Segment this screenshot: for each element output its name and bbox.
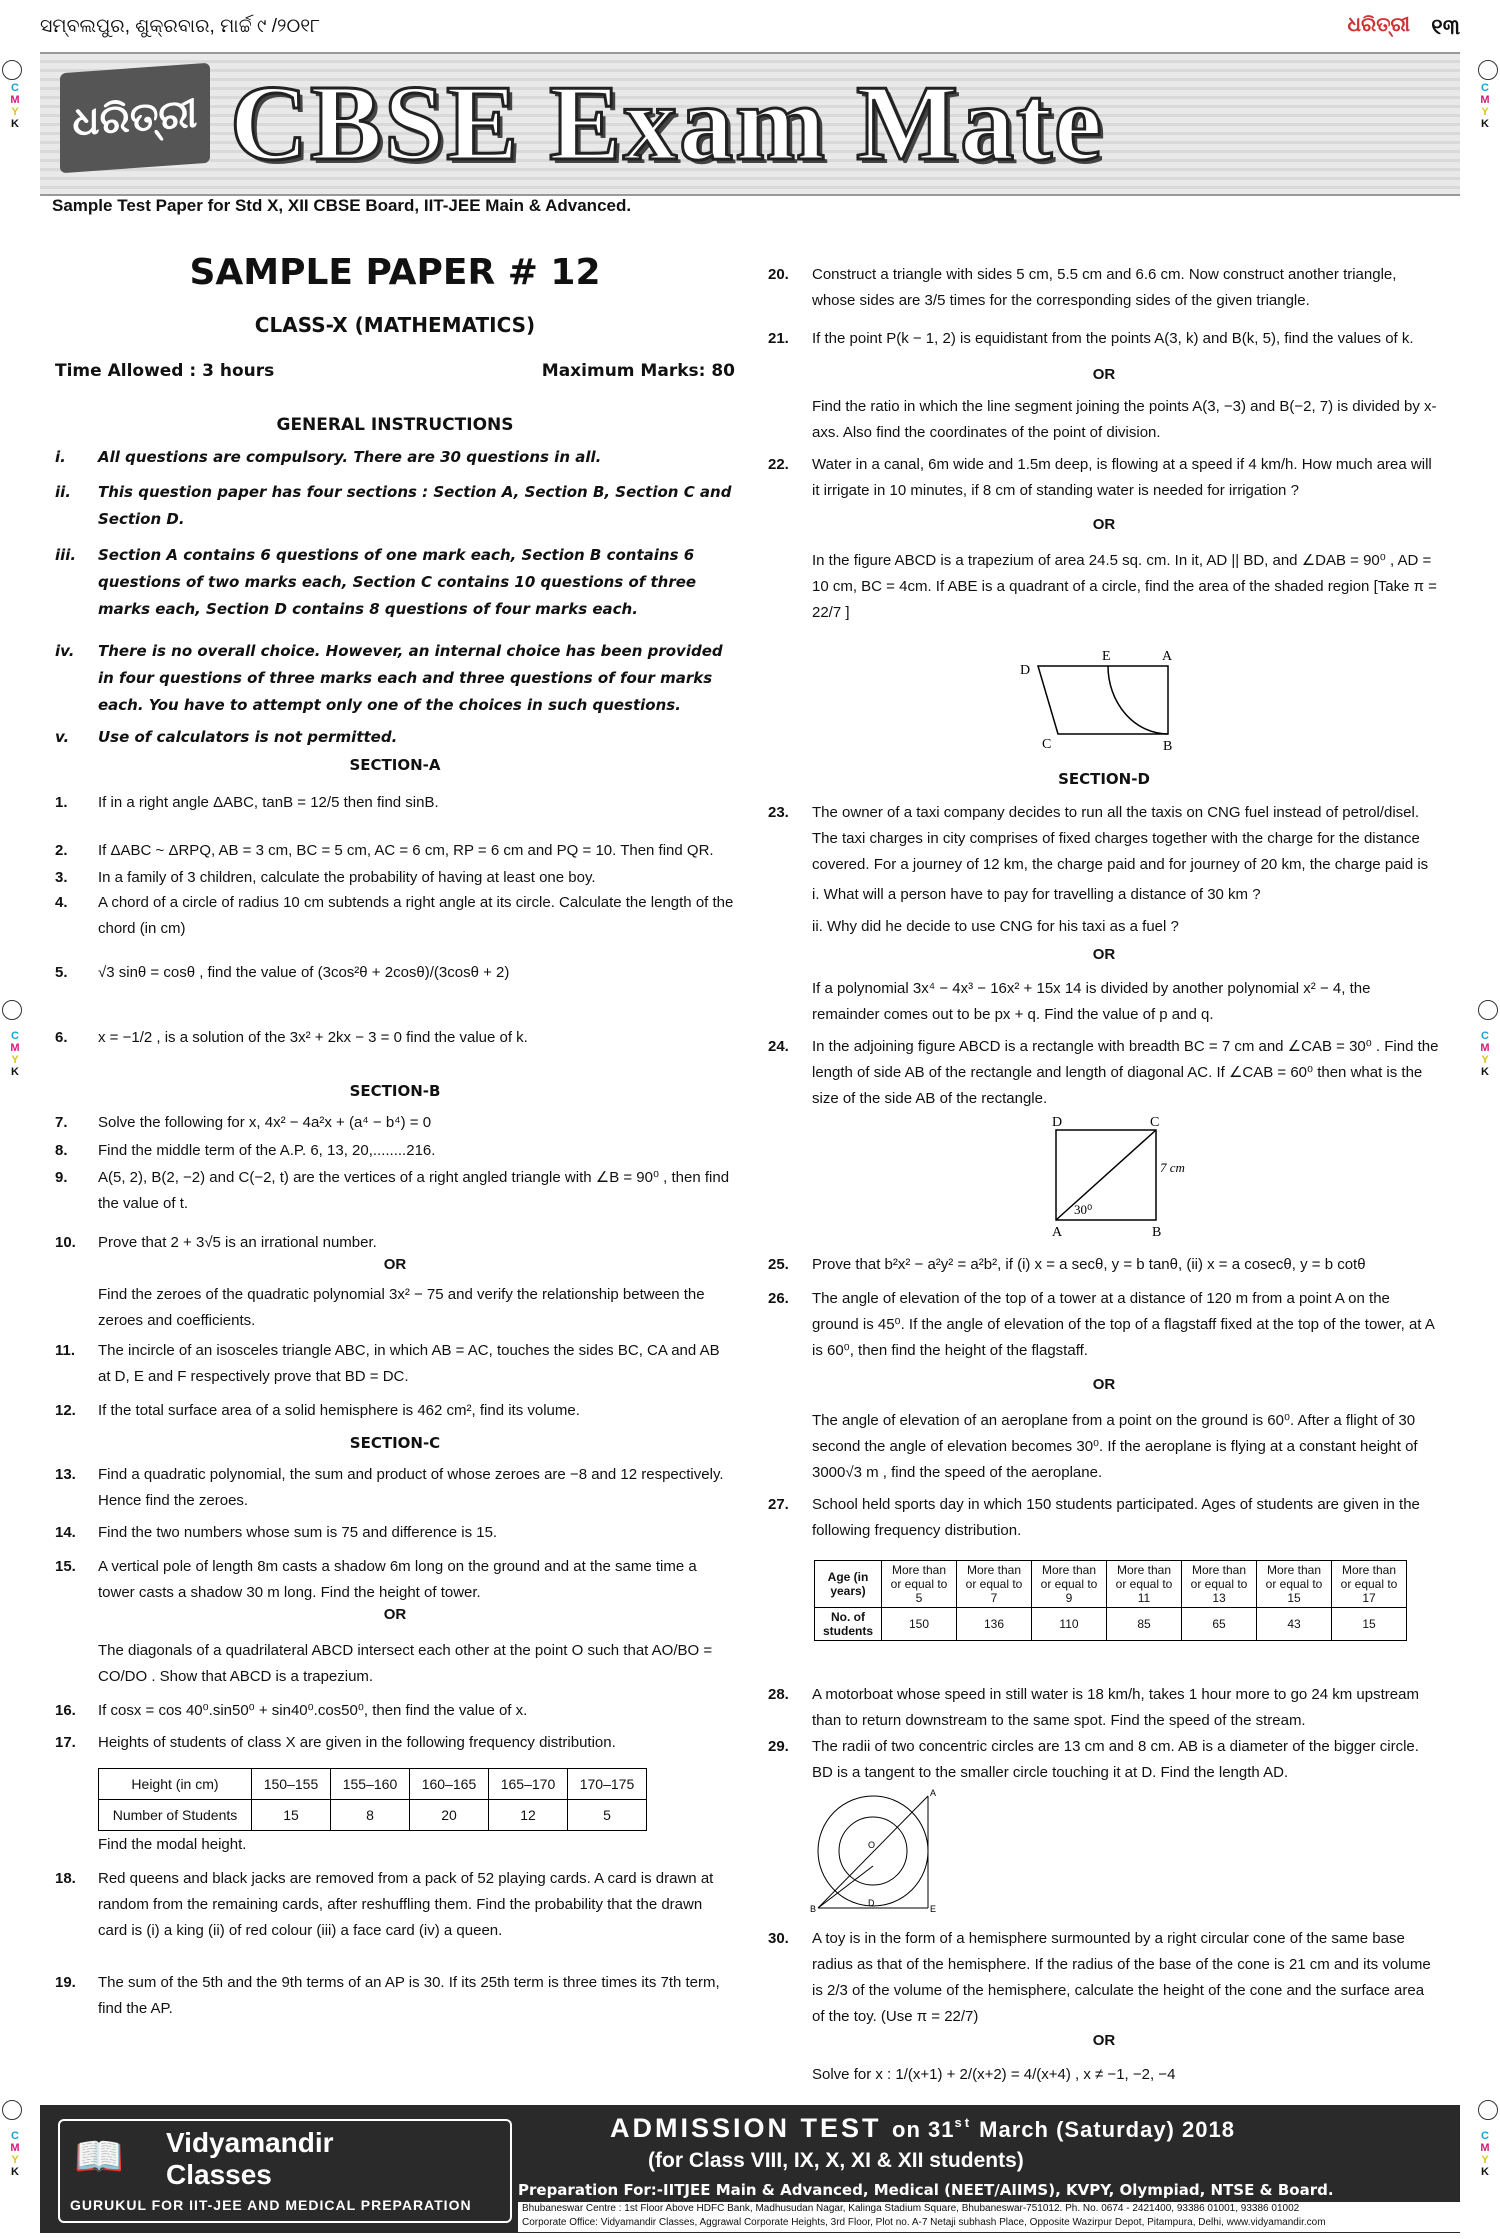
cmyk-bar: C M Y K [10, 2130, 20, 2178]
or-label: OR [383, 1606, 407, 1623]
or-label: OR [383, 1256, 407, 1273]
brand-sub: Classes [166, 2159, 272, 2190]
fig-label: B [1163, 739, 1173, 754]
vidyamandir-logo-box [58, 2119, 512, 2223]
or-label: OR [1092, 2032, 1116, 2049]
corporate-address: Corporate Office: Vidyamandir Classes, Aggrawal Corporate Heights, 3rd Floor, Plot no. A-7 Netaji subhash Place, Opposite Wazirpur Depot, Pitampura, Delhi, www.vidyamandir.com [522, 2217, 1326, 2228]
fig-label: 7 cm [1160, 1160, 1185, 1175]
section-c-heading: SECTION-C [349, 1434, 441, 1452]
cmyk-bar: C M Y K [1480, 2130, 1490, 2178]
left-column: SAMPLE PAPER # 12 CLASS-X (MATHEMATICS) Time Allowed : 3 hours Maximum Marks: 80 GENERAL INSTRUCTIONS i. All questions are compulsory. There are 30 questions in all. ii. This question paper has four sections : Section A, Section B, Section C and Section D. iii. Section A contains 6 questions of one mark each, Section B contains 6 questions of two marks each, Section C contains 10 questions of three marks each, Section D contains 8 questions of four marks each. iv. There is no overall choice. However, an internal choice has been provided in four questions of three marks each and three questions of four marks each. You have to attempt only one of the choices in such questions. v. Use of calculators is not permitted. SECTION-A 1. If in a right angle ΔABC, tanB = 12/5 then find sinB. 2. If ΔABC ~ ΔRPQ, AB = 3 cm, BC = 5 cm, AC = 6 cm, RP = 6 cm and PQ = 10. Then find QR. 3. In a family of 3 children, calculate the probability of having at least one boy. 4. A chord of a circle of radius 10 cm subtends a right angle at its circle. Calculate the length of the chord (in cm) 5. √3 sinθ = cosθ , find the value of (3cos²θ + 2cosθ)/(3cosθ + 2) 6. x = −1/2 , is a solution of the 3x² + 2kx − 3 = 0 find the value of k. SECTION-B 7. Solve the following for x, 4x² − 4a²x + (a⁴ − b⁴) = 0 8. Find the middle term of the A.P. 6, 13, 20,........216. 9. A(5, 2), B(2, −2) and C(−2, t) are the vertices of a right angled triangle with ∠B = 90⁰ , then find the value of t. 10. Prove that 2 + 3√5 is an irrational number. OR Find the zeroes of the quadratic polynomial 3x² − 75 and verify the relationship between the zeroes and coefficients. 11. The incircle of an isosceles triangle ABC, in which AB = AC, touches the sides BC, CA and AB at D, E and F respectively prove that BD = DC. 12. If the total surface area of a solid hemisphere is 462 cm², find its volume. SECTION-C 13. Find a quadratic polynomial, the sum and product of whose zeroes are −8 and 12 respectively. Hence find the zeroes. 14. Find the two numbers whose sum is 75 and difference is 15. 15. A vertical pole of length 8m casts a shadow 6m long on the ground and at the same time a tower casts a shadow 30 m long. Find the height of tower. OR The diagonals of a quadrilateral ABCD intersect each other at the point O such that AO/BO = CO/DO . Show that ABCD is a trapezium. 16. If cosx = cos 40⁰.sin50⁰ + sin40⁰.cos50⁰, then find the value of x. 17. Heights of students of class X are given in the following frequency distribution. Height (in cm) 150–155 155–160 160–165 165–170 170–175 Number of Students 15 8 20 12 5 Find the modal height. 18. Red queens and black jacks are removed from a pack of 52 playing cards. A card is drawn at random from the remaining cards, after reshuffling them. Find the probability that the drawn card is (i) a king (ii) of red colour (iii) a face card (iv) a queen. 19. The sum of the 5th and the 9th terms of an AP is 30. If its 25th term is three times its 7th term, find the AP. [55, 252, 735, 2017]
or-label: OR [1092, 366, 1116, 383]
fig-label: A [930, 1788, 937, 1798]
fig-label: D [1052, 1116, 1063, 1130]
right-column: 20. Construct a triangle with sides 5 cm, 5.5 cm and 6.6 cm. Now construct another triangle, whose sides are 3/5 times for the corresponding sides of the given triangle. 21. If the point P(k − 1, 2) is equidistant from the points A(3, k) and B(k, 5), find the values of k. OR Find the ratio in which the line segment joining the points A(3, −3) and B(−2, 7) is divided by x-axs. Also find the coordinates of the point of division. 22. Water in a canal, 6m wide and 1.5m deep, is flowing at a speed if 4 km/h. How much area will it irrigate in 10 minutes, if 8 cm of standing water is needed for irrigation ? OR In the figure ABCD is a trapezium of area 24.5 sq. cm. In it, AD || BD, and ∠DAB = 90⁰ , AD = 10 cm, BC = 4cm. If ABE is a quadrant of a circle, find the area of the shaded region [Take π = 22/7 ] D E A C B SECTION-D 23. The owner of a taxi company decides to run all the taxis on CNG fuel instead of petrol/disel. The taxi charges in city comprises of fixed charges together with the charge for the distance covered. For a journey of 12 km, the charge paid and for journey of 20 km, the charge paid is i. What will a person have to pay for travelling a distance of 30 km ? ii. Why did he decide to use CNG for his taxi as a fuel ? OR If a polynomial 3x⁴ − 4x³ − 16x² + 15x 14 is divided by another polynomial x² − 4, the remainder comes out to be px + q. Find the value of p and q. 24. In the adjoining figure ABCD is a rectangle with breadth BC = 7 cm and ∠CAB = 30⁰ . Find the length of side AB of the rectangle and length of diagonal AC. If ∠CAB = 60⁰ then what is the size of the side AB of the rectangle. D C A B 7 cm 30⁰ 25. Prove that b²x² − a²y² = a²b², if (i) x = a secθ, y = b tanθ, (ii) x = a cosecθ, y = b cotθ 26. The angle of elevation of the top of a tower at a distance of 120 m from a point A on the ground is 45⁰. If the angle of elevation of the top of a flagstaff fixed at the top of the tower, at A is 60⁰, then find the height of the flagstaff. OR The angle of elevation of an aeroplane from a point on the ground is 60⁰. After a flight of 30 second the angle of elevation becomes 30⁰. If the aeroplane is flying at a constant height of 3000√3 m , find the speed of the aeroplane. 27. School held sports day in which 150 students participated. Ages of students are given in the following frequency distribution. Age (in years) More than or equal to 5 More than or equal to 7 More than or equal to 9 More than or equal to 11 More than or equal to 13 More than or equal to 15 More than or equal to 17 No. of students 150 136 110 85 65 43 15 28. A motorboat whose speed in still water is 18 km/h, takes 1 hour more to go 24 km upstream than to return downstream to the same spot. Find the speed of the stream. 29. The radii of two concentric circles are 13 cm and 8 cm. AB is a diameter of the bigger circle. BD is a tangent to the smaller circle touching it at D. Find the length AD. A B D E O 30. A toy is in the form of a hemisphere surmounted by a right circular cone of the same base radius as that of the hemisphere. If the radius of the base of the cone is 21 cm and its volume is 2/3 of the volume of the hemisphere, calculate the height of the cone and the surface area of the toy. (Use π = 22/7) OR Solve for x : 1/(x+1) + 2/(x+2) = 4/(x+4) , x ≠ −1, −2, −4 [768, 266, 1439, 2083]
cmyk-bar: C M Y K [1480, 82, 1490, 130]
fig-label: D [1020, 663, 1031, 678]
registration-mark [1478, 60, 1498, 80]
table-row: Age (in years) More than or equal to 5 More than or equal to 7 More than or equal to 9 More than or equal to 11 More than or equal to 13 More than or equal to 15 More than or equal to 17 [815, 1561, 1407, 1608]
concentric-circles-figure [808, 1786, 948, 1916]
fig-label: E [1102, 649, 1111, 664]
age-frequency-table [814, 1560, 1407, 1641]
height-frequency-table [98, 1768, 647, 1831]
or-label: OR [1092, 516, 1116, 533]
footer-advert [40, 2105, 1460, 2233]
brand-name: Vidyamandir [166, 2127, 334, 2158]
address-box [518, 2202, 1462, 2232]
fig-label: B [810, 1904, 817, 1914]
registration-mark [2, 1000, 22, 1020]
fig-label: B [1152, 1225, 1162, 1240]
rectangle-figure [1036, 1116, 1186, 1240]
table-row: Height (in cm) 150–155 155–160 160–165 165–170 170–175 [99, 1769, 647, 1800]
registration-mark [1478, 2100, 1498, 2120]
general-instructions-heading: GENERAL INSTRUCTIONS [276, 415, 514, 435]
bhubaneswar-address: Bhubaneswar Centre : 1st Floor Above HDFC Bank, Madhusudan Nagar, Kalinga Stadium Square, Bhubaneswar-751012. Ph. No. 0674 - 2421400, 93386 01001, 93386 01002 [522, 2203, 1300, 2214]
dharitri-logo: ଧରିତ୍ରୀ [60, 63, 210, 173]
fig-label: E [930, 1904, 937, 1914]
admission-classes: (for Class VIII, IX, X, XI & XII students) [648, 2149, 1024, 2172]
admission-test-heading: ADMISSION TEST on 31st March (Saturday) 2018 [610, 2113, 1235, 2143]
registration-mark [1478, 1000, 1498, 1020]
cmyk-bar: C M Y K [10, 82, 20, 130]
paper-class: CLASS-X (MATHEMATICS) [254, 313, 536, 337]
page-header [40, 14, 1460, 46]
fig-label: C [1150, 1116, 1160, 1130]
question-23-i: i. What will a person have to pay for travelling a distance of 30 km ? [812, 886, 1261, 903]
fig-label: O [868, 1840, 876, 1850]
fig-label: A [1162, 649, 1173, 664]
question-23-ii: ii. Why did he decide to use CNG for his taxi as a fuel ? [812, 918, 1179, 935]
header-brand: ଧରିତ୍ରୀ [1347, 14, 1410, 36]
trapezium-figure [1008, 644, 1188, 754]
fig-label: D [868, 1898, 875, 1908]
page-number: ୧୩ [1431, 14, 1460, 39]
table-row: Number of Students 15 8 20 12 5 [99, 1800, 647, 1831]
or-label: OR [1092, 1376, 1116, 1393]
table-row: No. of students 150 136 110 85 65 43 15 [815, 1608, 1407, 1641]
banner [40, 52, 1460, 196]
time-allowed: Time Allowed : 3 hours [55, 361, 275, 381]
fig-label: A [1052, 1225, 1063, 1240]
cmyk-bar: C M Y K [1480, 1030, 1490, 1078]
registration-mark [2, 2100, 22, 2120]
or-label: OR [1092, 946, 1116, 963]
fig-label: C [1042, 737, 1052, 752]
header-dateline: ସମ୍ବଲପୁର, ଶୁକ୍ରବାର, ମାର୍ଚ୍ଚ ୯ /୨୦୧୮ [40, 16, 321, 37]
maximum-marks: Maximum Marks: 80 [541, 361, 735, 381]
preparation-line: Preparation For:-IITJEE Main & Advanced, Medical (NEET/AIIMS), KVPY, Olympiad, NTSE & Board. [518, 2181, 1334, 2199]
paper-title: SAMPLE PAPER # 12 [189, 252, 601, 293]
book-icon: 📖 [74, 2135, 124, 2179]
section-a-heading: SECTION-A [349, 756, 441, 774]
banner-title: CBSE Exam Mate [230, 64, 1104, 183]
brand-tagline: GURUKUL FOR IIT-JEE AND MEDICAL PREPARATION [70, 2197, 472, 2213]
registration-mark [2, 60, 22, 80]
section-b-heading: SECTION-B [349, 1082, 441, 1100]
fig-label: 30⁰ [1074, 1202, 1093, 1217]
section-d-heading: SECTION-D [1058, 770, 1150, 788]
cmyk-bar: C M Y K [10, 1030, 20, 1078]
banner-subtitle: Sample Test Paper for Std X, XII CBSE Board, IIT-JEE Main & Advanced. [52, 196, 632, 215]
